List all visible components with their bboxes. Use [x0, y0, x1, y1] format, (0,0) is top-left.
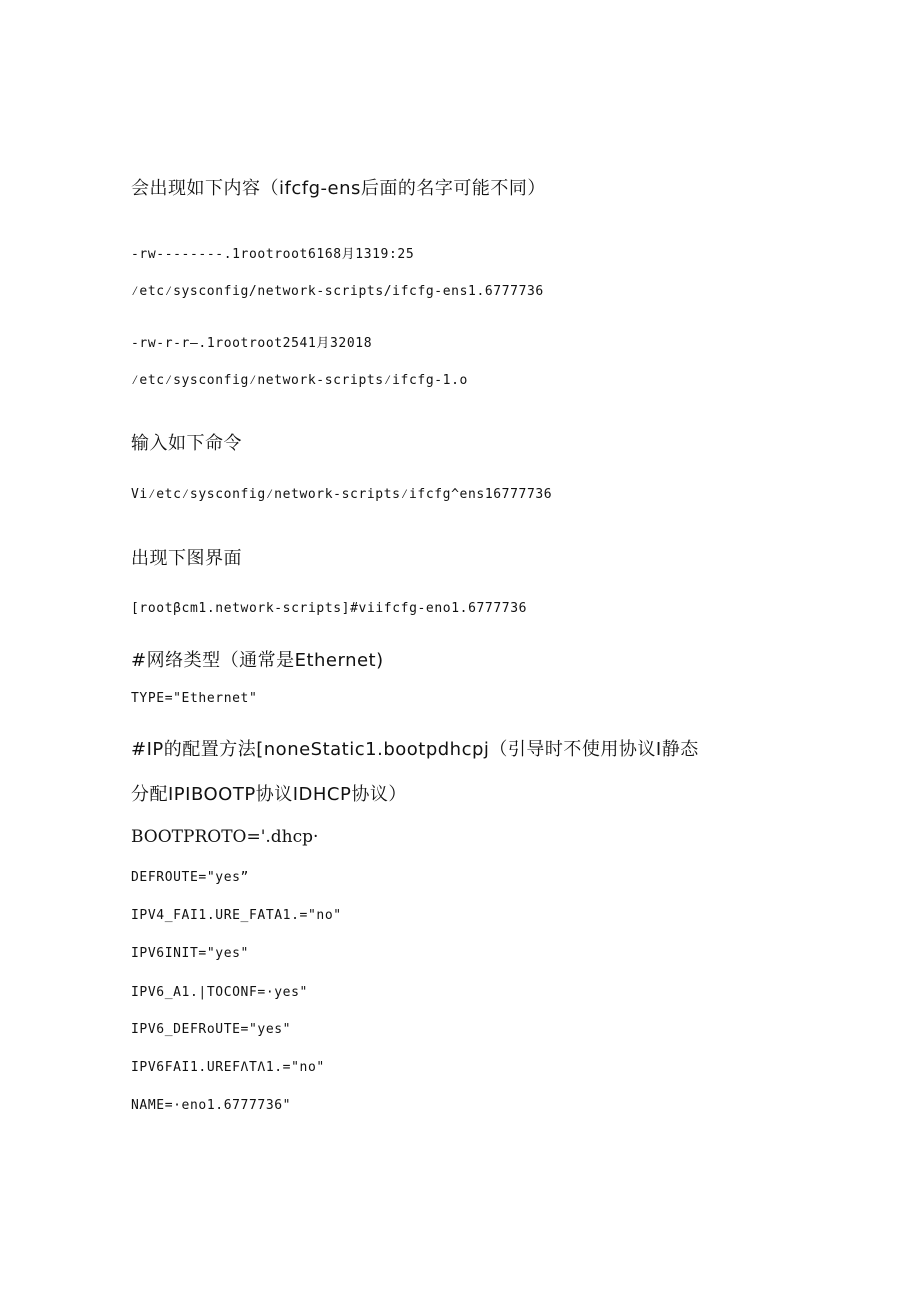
config-ipv6-autoconf: IPV6_A1.|TOCONF=·yes"	[131, 985, 308, 1000]
section-heading-screen: 出现下图界面	[131, 548, 242, 569]
shell-prompt-line: [rootβcm1.network-scripts]#viifcfg-eno1.6777736	[131, 601, 528, 616]
section-heading-command: 输入如下命令	[131, 433, 242, 454]
listing-line-1: -rw--------.1rootroot6168月1319:25	[131, 247, 415, 262]
comment-ip-method: #IP的配置方法[noneStatic1.bootpdhcpj（引导时不使用协议I静态	[131, 739, 699, 760]
config-defroute: DEFROUTE="yes”	[131, 870, 249, 885]
listing-line-2: -rw-r-r—.1rootroot2541月32018	[131, 336, 373, 351]
config-ipv4-failure-fatal: IPV4_FAI1.URE_FATA1.="no"	[131, 908, 342, 923]
listing-path-1: ⁄etc⁄sysconfig/network-scripts/ifcfg-ens1.6777736	[131, 284, 544, 299]
comment-ip-method-cont: 分配IPIBOOTP协议IDHCP协议）	[131, 784, 407, 805]
section-heading-content: 会出现如下内容（ifcfg-ens后面的名字可能不同）	[131, 178, 546, 199]
config-ipv6init: IPV6INIT="yes"	[131, 946, 249, 961]
comment-network-type: #网络类型（通常是Ethernet)	[131, 650, 384, 671]
config-ipv6-defroute: IPV6_DEFRoUTE="yes"	[131, 1022, 292, 1037]
config-ipv6-failure-fatal: IPV6FAI1.UREFΛTΛ1.="no"	[131, 1060, 325, 1075]
config-bootproto: BOOTPROTO='.dhcp·	[131, 827, 319, 847]
vi-command-line: Vi⁄etc⁄sysconfig⁄network-scripts⁄ifcfg^ens16777736	[131, 487, 553, 502]
config-type: TYPE="Ethernet"	[131, 691, 258, 706]
listing-path-2: ⁄etc⁄sysconfig⁄network-scripts⁄ifcfg-1.o	[131, 373, 468, 388]
config-name: NAME=·eno1.6777736"	[131, 1098, 292, 1113]
